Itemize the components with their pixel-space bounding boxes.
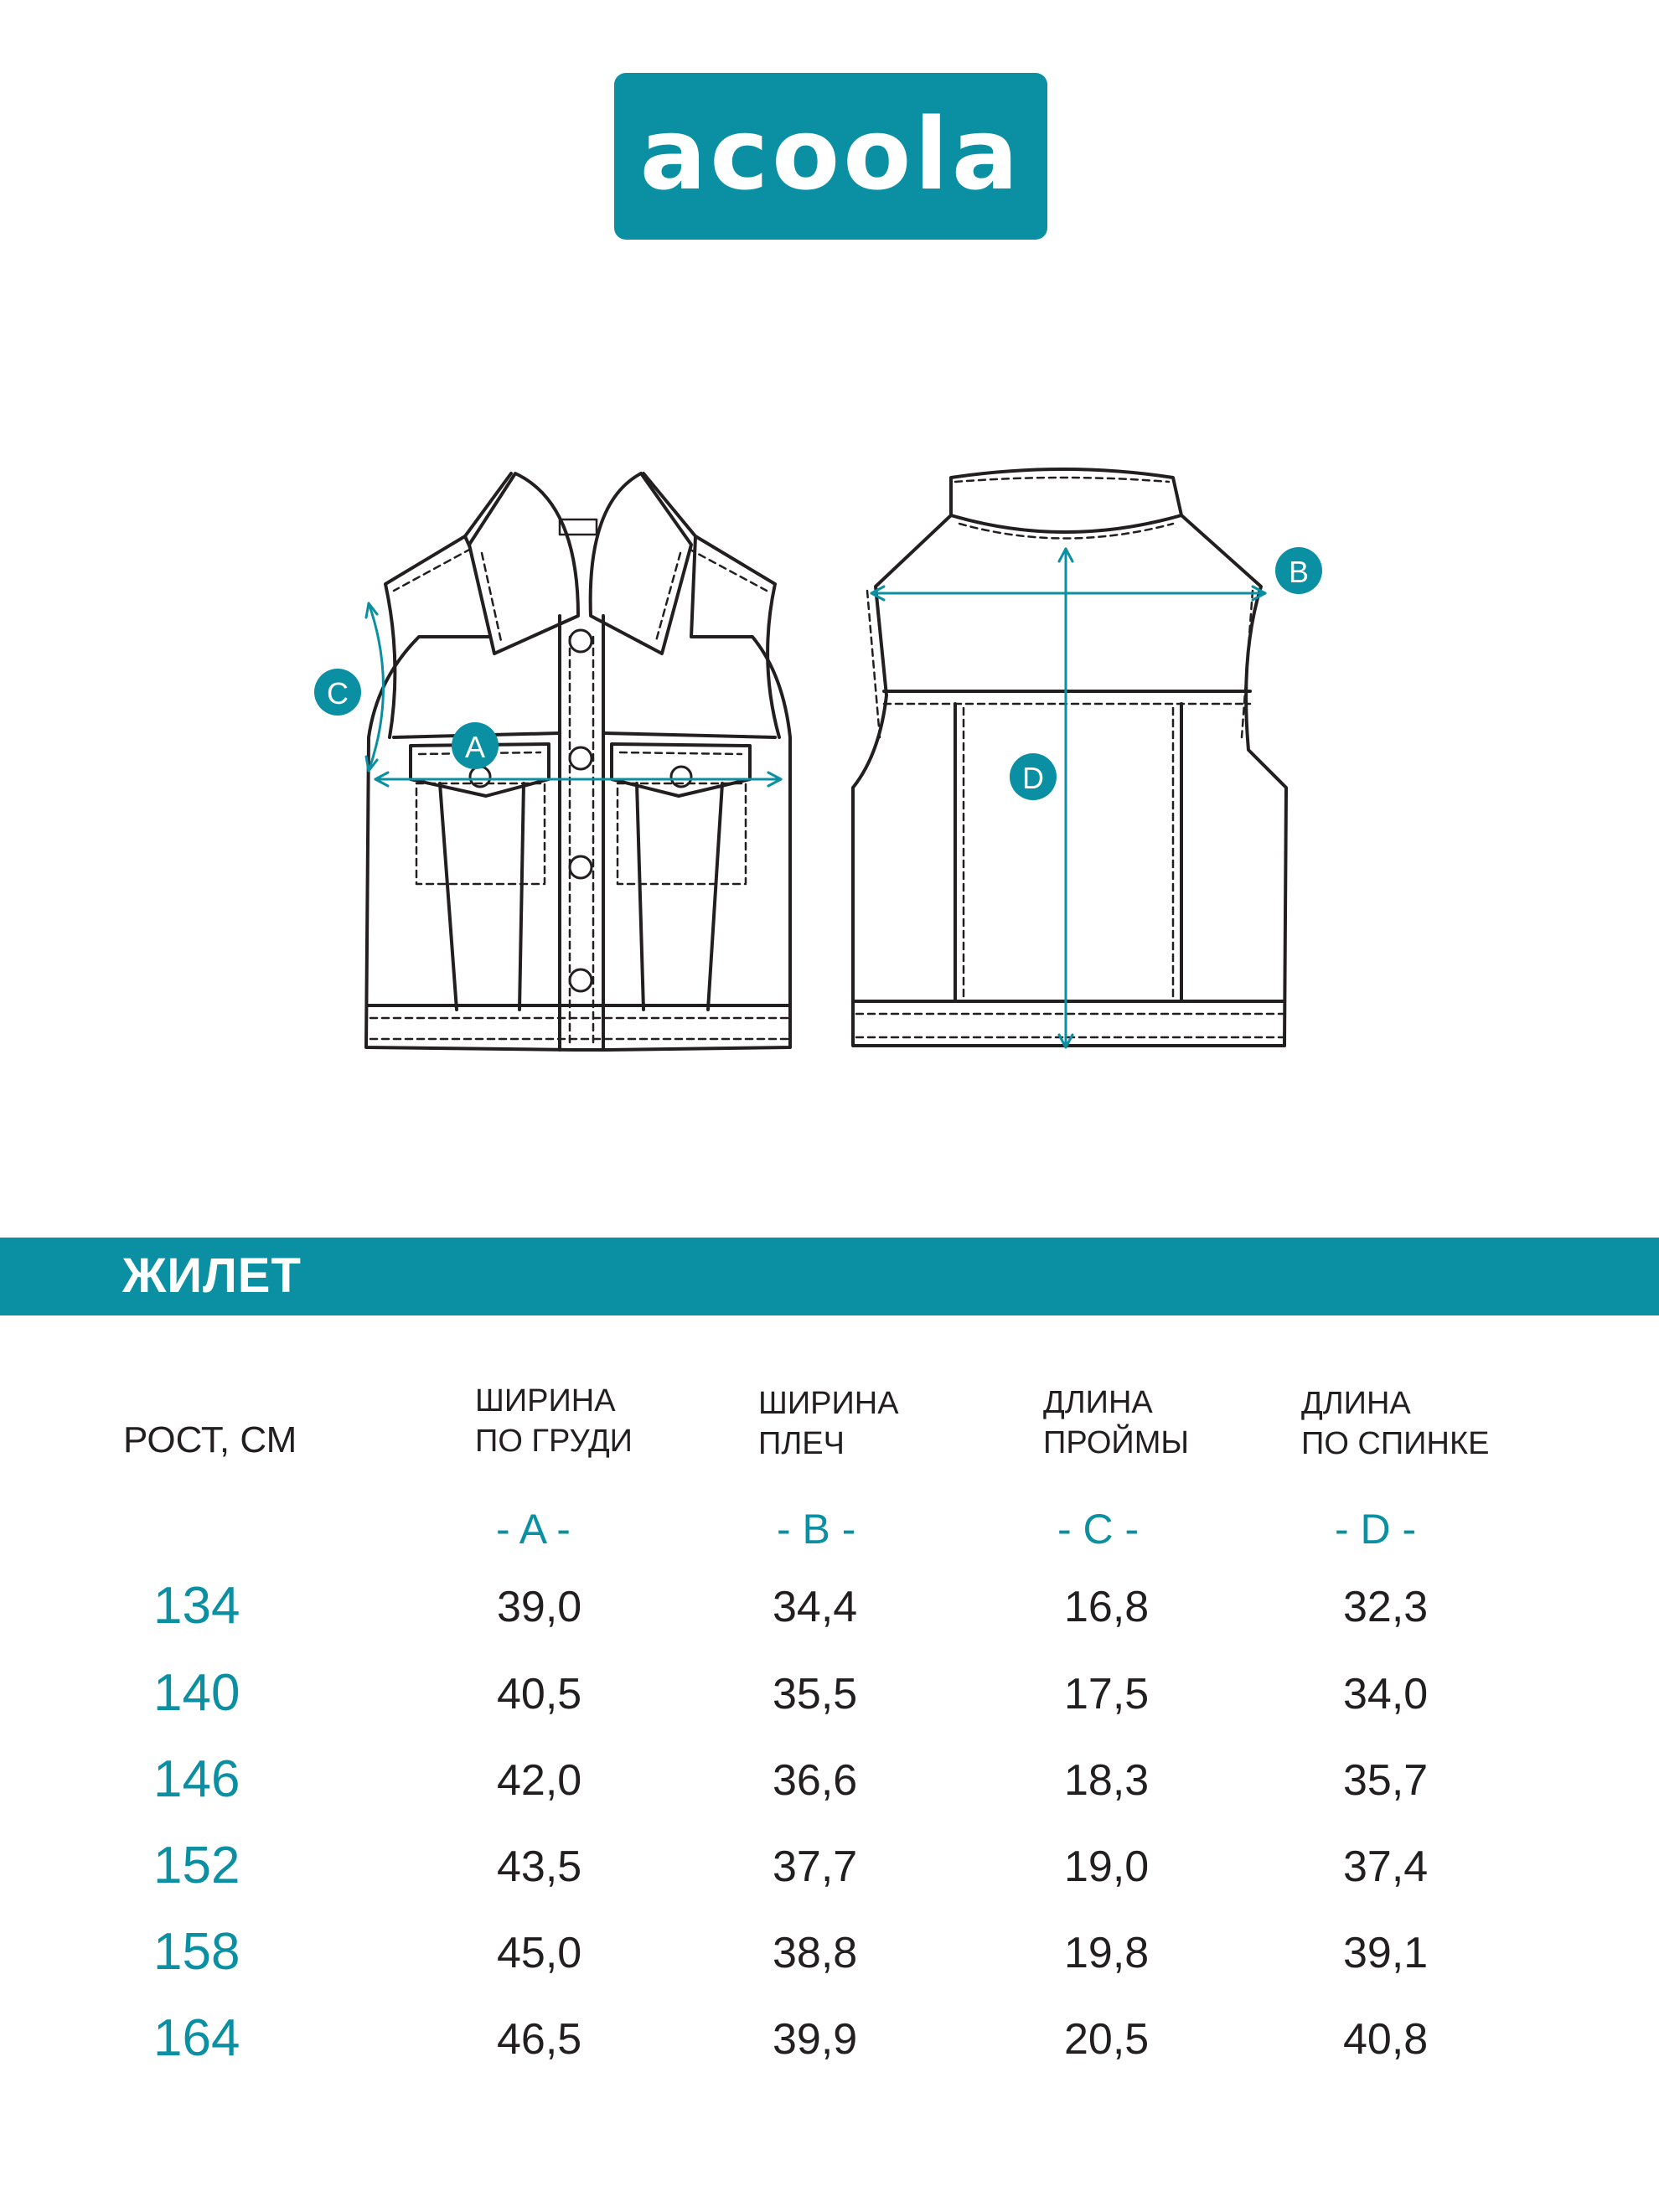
value-c: 19,8 xyxy=(1064,1929,1150,1977)
height-value: 152 xyxy=(153,1837,240,1894)
value-a: 42,0 xyxy=(497,1756,582,1805)
value-c: 20,5 xyxy=(1064,2015,1150,2064)
title-band xyxy=(0,1238,1659,1315)
marker-c xyxy=(314,669,361,716)
page-title: ЖИЛЕТ xyxy=(122,1248,302,1303)
height-value: 164 xyxy=(153,2009,240,2067)
svg-text:C: C xyxy=(327,676,349,711)
value-b: 39,9 xyxy=(773,2015,858,2064)
value-c: 17,5 xyxy=(1064,1670,1150,1718)
height-column-label: РОСТ, СМ xyxy=(123,1419,297,1460)
header-d-line2: ПО СПИНКЕ xyxy=(1301,1426,1490,1461)
column-header-b xyxy=(758,1383,899,1464)
svg-text:B: B xyxy=(1288,555,1310,589)
column-code-d: - D - xyxy=(1335,1506,1417,1553)
value-c: 18,3 xyxy=(1064,1756,1150,1805)
value-b: 38,8 xyxy=(773,1929,858,1977)
value-a: 39,0 xyxy=(497,1583,582,1631)
column-code-a: - A - xyxy=(496,1506,571,1553)
column-code-b: - B - xyxy=(777,1506,856,1553)
value-d: 37,4 xyxy=(1343,1842,1429,1891)
value-b: 37,7 xyxy=(773,1842,858,1891)
header-d-line1: ДЛИНА xyxy=(1301,1386,1411,1421)
value-a: 45,0 xyxy=(497,1929,582,1977)
column-header-a xyxy=(475,1381,633,1461)
value-b: 36,6 xyxy=(773,1756,858,1805)
svg-text:D: D xyxy=(1022,761,1044,795)
value-c: 16,8 xyxy=(1064,1583,1150,1631)
value-d: 34,0 xyxy=(1343,1670,1429,1718)
header-a-line1: ШИРИНА xyxy=(475,1383,616,1419)
column-header-d xyxy=(1301,1383,1489,1464)
vest-front-view xyxy=(366,473,790,1050)
height-value: 158 xyxy=(153,1923,240,1981)
header-c-line1: ДЛИНА xyxy=(1043,1385,1153,1420)
value-a: 40,5 xyxy=(497,1670,582,1718)
column-code-c: - C - xyxy=(1057,1506,1140,1553)
value-d: 39,1 xyxy=(1343,1929,1429,1977)
height-value: 140 xyxy=(153,1664,240,1722)
logo-text: acoola xyxy=(639,96,1022,212)
value-c: 19,0 xyxy=(1064,1842,1150,1891)
marker-b xyxy=(1275,547,1322,594)
value-b: 35,5 xyxy=(773,1670,858,1718)
header-b-line2: ПЛЕЧ xyxy=(758,1426,845,1461)
value-d: 40,8 xyxy=(1343,2015,1429,2064)
marker-a xyxy=(452,722,499,769)
value-d: 32,3 xyxy=(1343,1583,1429,1631)
column-header-c xyxy=(1043,1382,1189,1463)
value-d: 35,7 xyxy=(1343,1756,1429,1805)
marker-d xyxy=(1010,753,1057,800)
svg-text:A: A xyxy=(464,730,486,764)
header-a-line2: ПО ГРУДИ xyxy=(475,1424,633,1459)
header-c-line2: ПРОЙМЫ xyxy=(1043,1425,1189,1460)
height-value: 134 xyxy=(153,1577,240,1635)
value-a: 43,5 xyxy=(497,1842,582,1891)
value-b: 34,4 xyxy=(773,1583,858,1631)
height-value: 146 xyxy=(153,1750,240,1808)
value-a: 46,5 xyxy=(497,2015,582,2064)
header-b-line1: ШИРИНА xyxy=(758,1386,899,1421)
